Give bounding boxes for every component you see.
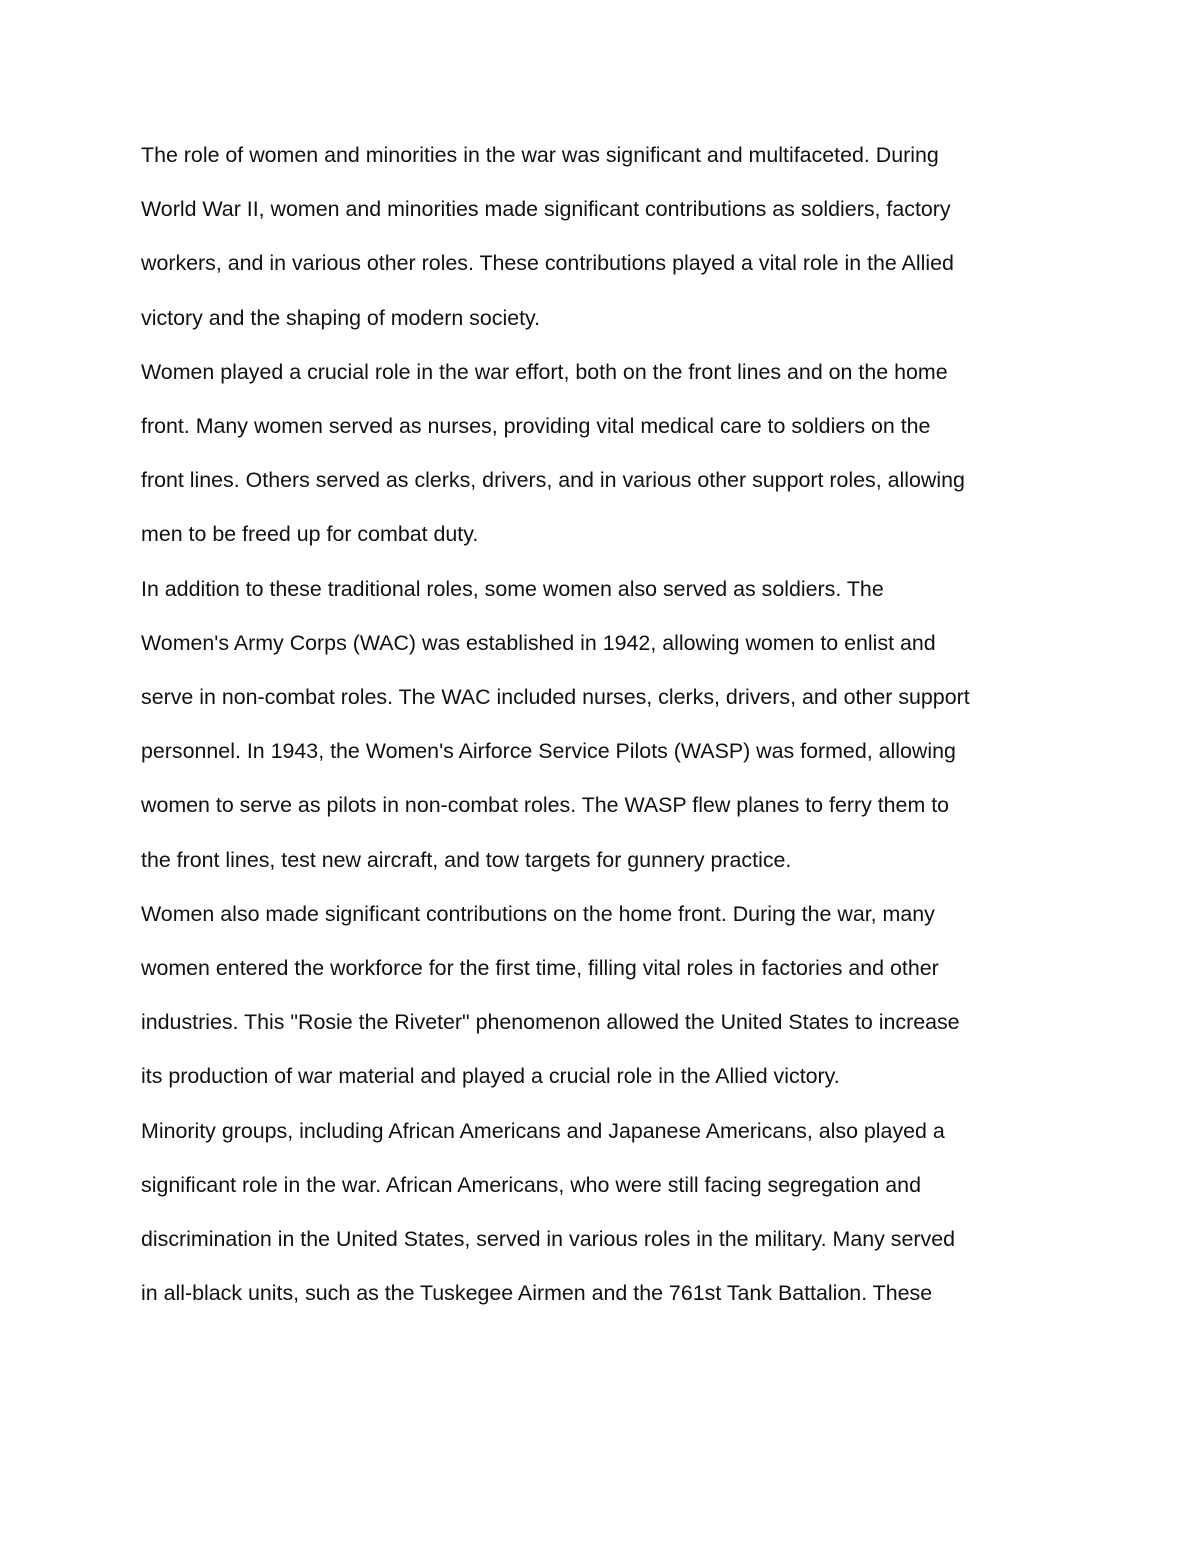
paragraph-women-war-effort	[141, 345, 1061, 562]
text-line: victory and the shaping of modern society.	[141, 305, 541, 330]
text-line: women to serve as pilots in non-combat roles. The WASP flew planes to ferry them to	[141, 793, 950, 818]
text-line: Minority groups, including African Americans and Japanese Americans, also played a	[141, 1118, 945, 1143]
text-line: women entered the workforce for the first time, filling vital roles in factories and other	[141, 956, 939, 981]
paragraph-intro	[141, 128, 1061, 345]
text-line: in all-black units, such as the Tuskegee Airmen and the 761st Tank Battalion. These	[141, 1281, 933, 1306]
document-body	[141, 128, 1061, 1320]
text-line: Women played a crucial role in the war effort, both on the front lines and on the home	[141, 359, 948, 384]
paragraph-minority-groups	[141, 1104, 1061, 1321]
text-line: men to be freed up for combat duty.	[141, 522, 479, 547]
text-line: the front lines, test new aircraft, and tow targets for gunnery practice.	[141, 847, 792, 872]
text-line: front. Many women served as nurses, providing vital medical care to soldiers on the	[141, 414, 931, 439]
text-line: significant role in the war. African Americans, who were still facing segregation and	[141, 1172, 921, 1197]
text-line: The role of women and minorities in the war was significant and multifaceted. During	[141, 143, 939, 167]
text-line: Women also made significant contributions on the home front. During the war, many	[141, 901, 935, 926]
paragraph-women-soldiers	[141, 562, 1061, 887]
text-line: World War II, women and minorities made significant contributions as soldiers, factory	[141, 197, 951, 222]
text-line: discrimination in the United States, served in various roles in the military. Many served	[141, 1227, 955, 1252]
text-line: its production of war material and played a crucial role in the Allied victory.	[141, 1064, 840, 1089]
text-line: Women's Army Corps (WAC) was established in 1942, allowing women to enlist and	[141, 630, 936, 655]
text-line: front lines. Others served as clerks, drivers, and in various other support roles, allowing	[141, 468, 965, 493]
text-line: industries. This "Rosie the Riveter" phenomenon allowed the United States to increase	[141, 1010, 960, 1035]
paragraph-home-front	[141, 887, 1061, 1104]
text-line: workers, and in various other roles. These contributions played a vital role in the Allied	[141, 251, 954, 276]
text-line: In addition to these traditional roles, some women also served as soldiers. The	[141, 576, 884, 601]
text-line: personnel. In 1943, the Women's Airforce Service Pilots (WASP) was formed, allowing	[141, 739, 956, 764]
text-line: serve in non-combat roles. The WAC included nurses, clerks, drivers, and other support	[141, 685, 970, 710]
